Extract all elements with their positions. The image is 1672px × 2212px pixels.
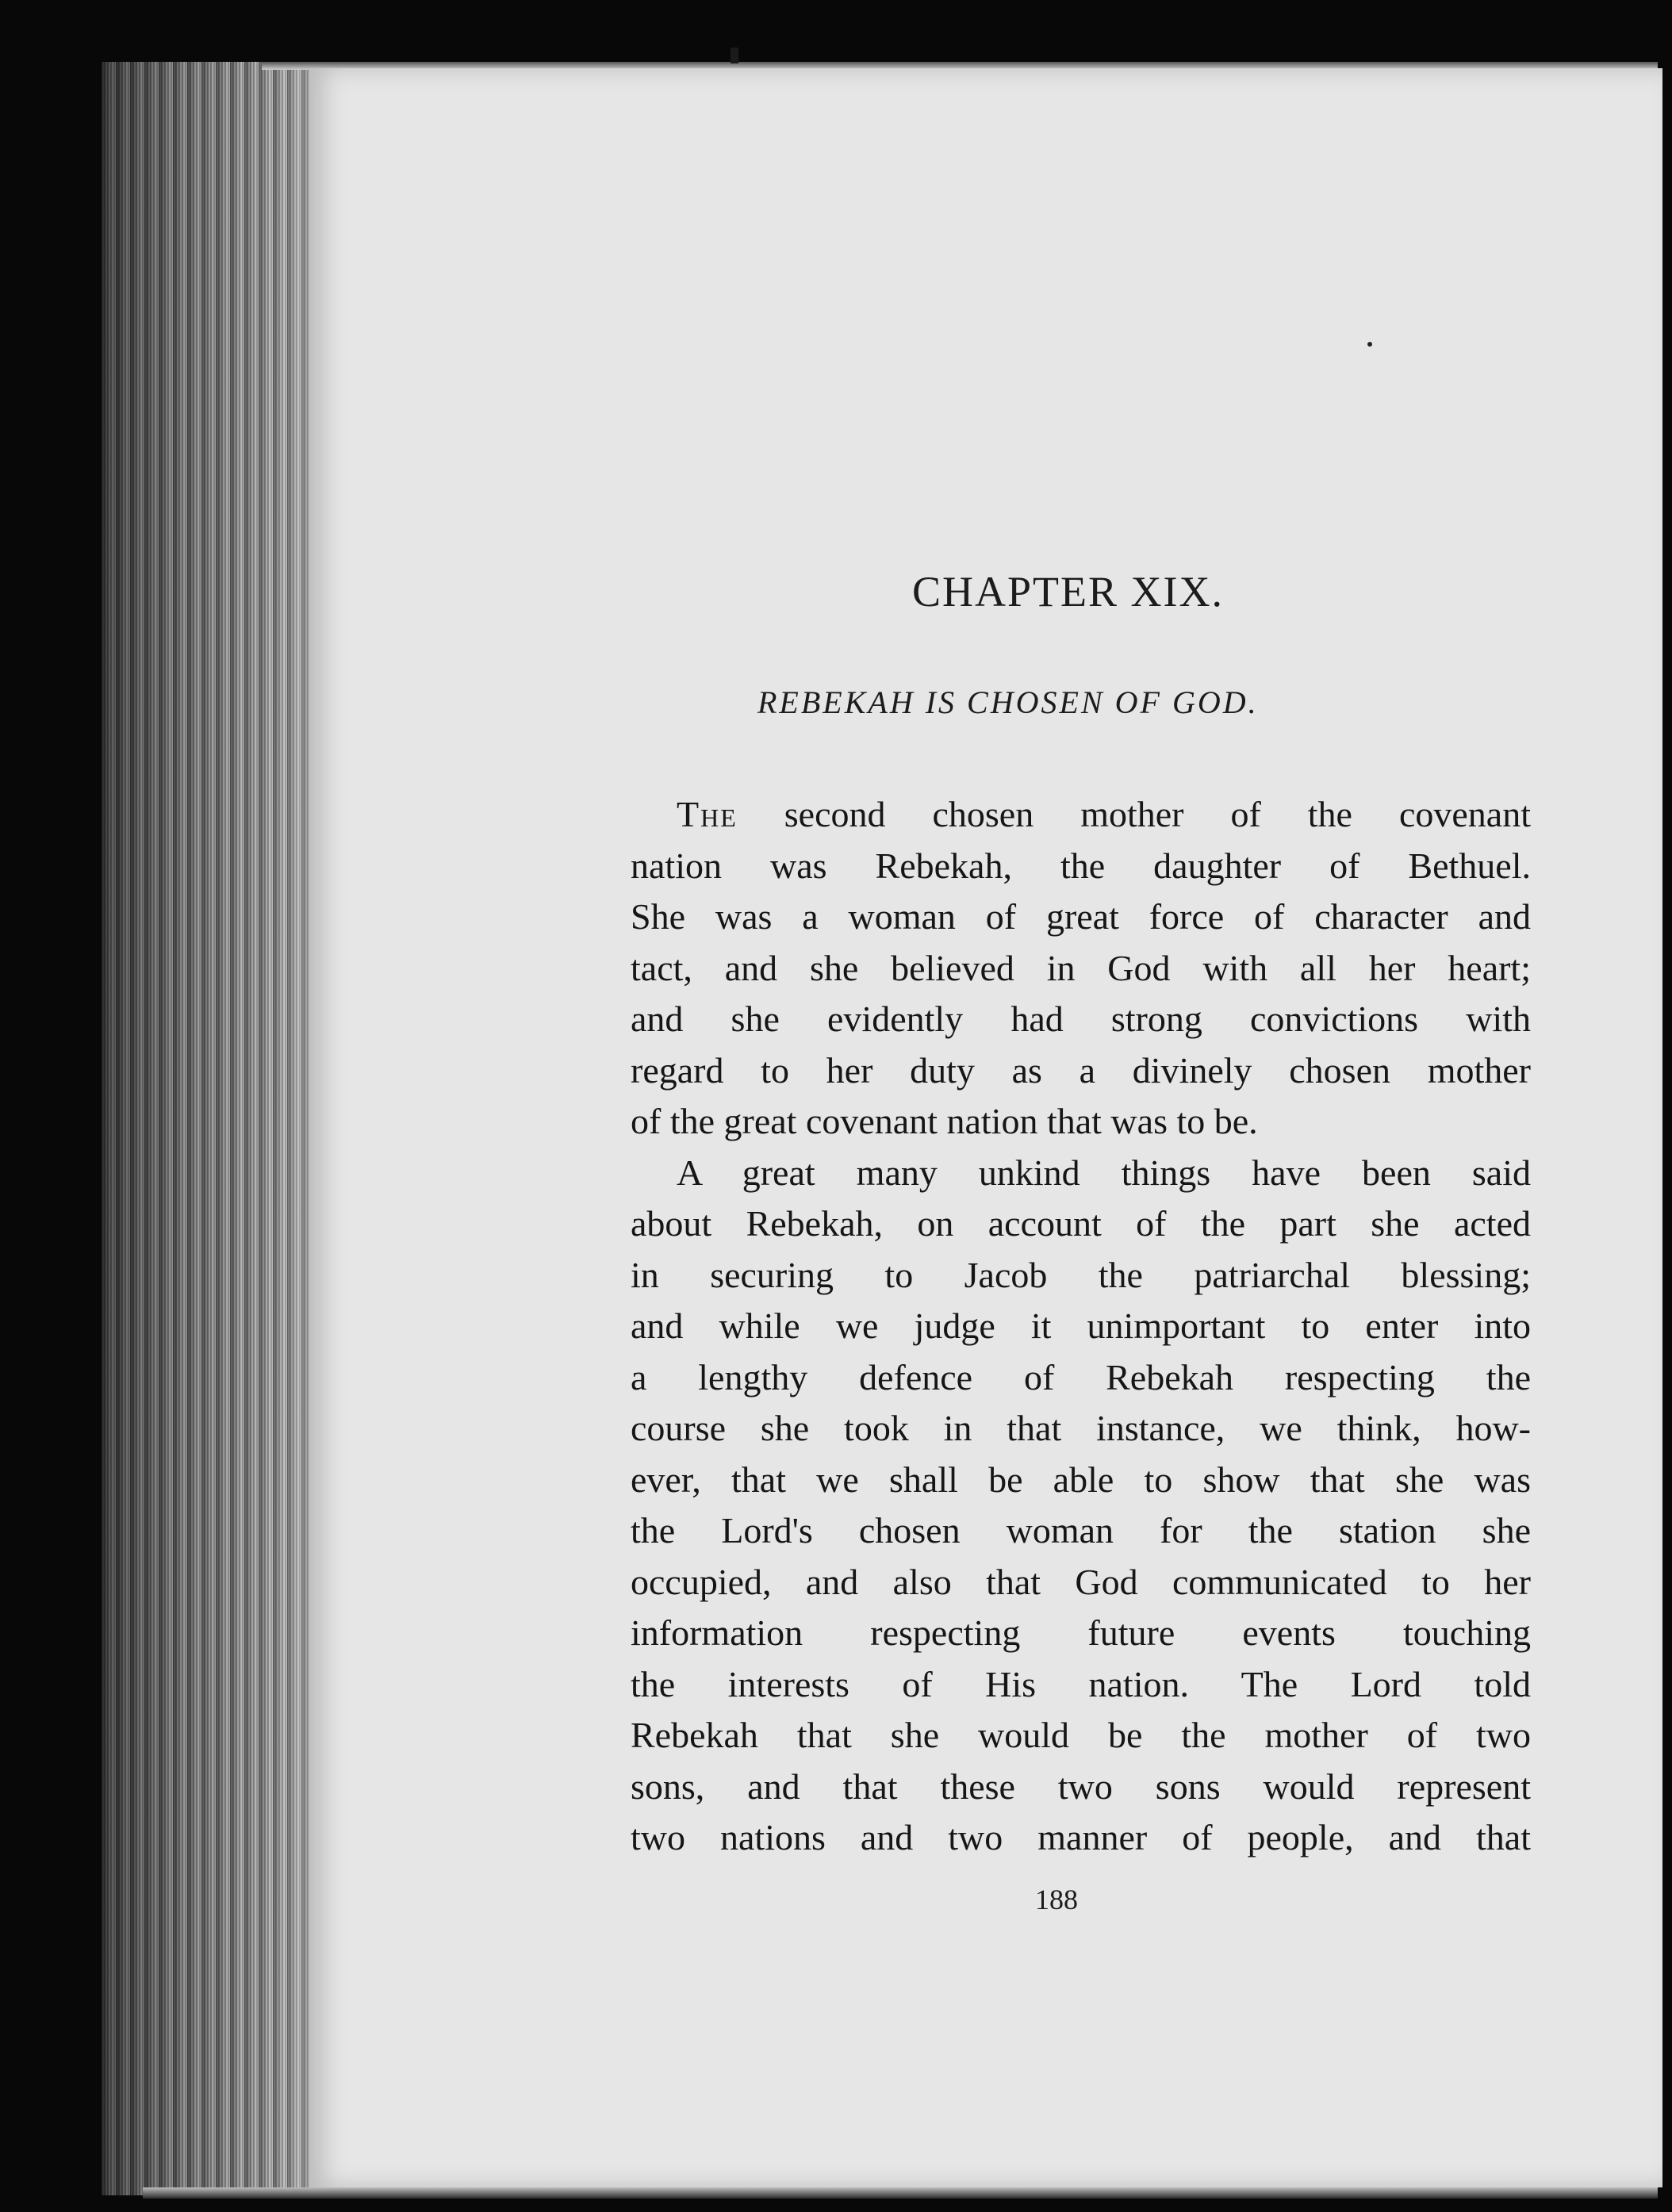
page-number: 188 — [1035, 1884, 1078, 1915]
text-line: a lengthy defence of Rebekah respecting the — [631, 1356, 1531, 1397]
gutter-tick-mark — [731, 48, 738, 63]
text-line: and while we judge it unimportant to enter into — [631, 1305, 1531, 1346]
text-line-content: second chosen mother of the covenant — [737, 794, 1531, 834]
text-line: in securing to Jacob the patriarchal blessing; — [631, 1254, 1531, 1295]
text-line: A great many unkind things have been said — [677, 1152, 1531, 1193]
text-line: two nations and two manner of people, and that — [631, 1817, 1531, 1857]
print-speck — [1367, 342, 1372, 347]
text-line: and she evidently had strong convictions with — [631, 999, 1531, 1039]
text-line: the Lord's chosen woman for the station she — [631, 1510, 1531, 1551]
text-line: course she took in that instance, we think, how- — [631, 1408, 1531, 1448]
text-line: about Rebekah, on account of the part she acted — [631, 1203, 1531, 1244]
chapter-subtitle: REBEKAH IS CHOSEN OF GOD. — [757, 684, 1259, 720]
text-line: the interests of His nation. The Lord told — [631, 1663, 1531, 1704]
text-line: ever, that we shall be able to show that she was — [631, 1459, 1531, 1500]
text-line: Rebekah that she would be the mother of two — [631, 1715, 1531, 1755]
text-line: regard to her duty as a divinely chosen mother — [631, 1049, 1531, 1091]
page-bottom-edge — [143, 2187, 1658, 2199]
body-text — [631, 789, 1531, 1864]
text-line: tact, and she believed in God with all her heart; — [631, 947, 1531, 988]
text-line: of the great covenant nation that was to be. — [631, 1101, 1258, 1141]
book-page-edges — [102, 62, 316, 2195]
text-line: She was a woman of great force of character and — [631, 896, 1531, 937]
chapter-title: CHAPTER XIX. — [912, 568, 1225, 615]
text-line: sons, and that these two sons would represent — [631, 1765, 1531, 1807]
text-line: information respecting future events touching — [631, 1612, 1531, 1653]
text-line: nation was Rebekah, the daughter of Bethuel. — [631, 845, 1531, 886]
paragraph-opening-word: The — [677, 794, 738, 834]
text-line: occupied, and also that God communicated to her — [631, 1561, 1531, 1602]
text-line — [631, 789, 1531, 841]
